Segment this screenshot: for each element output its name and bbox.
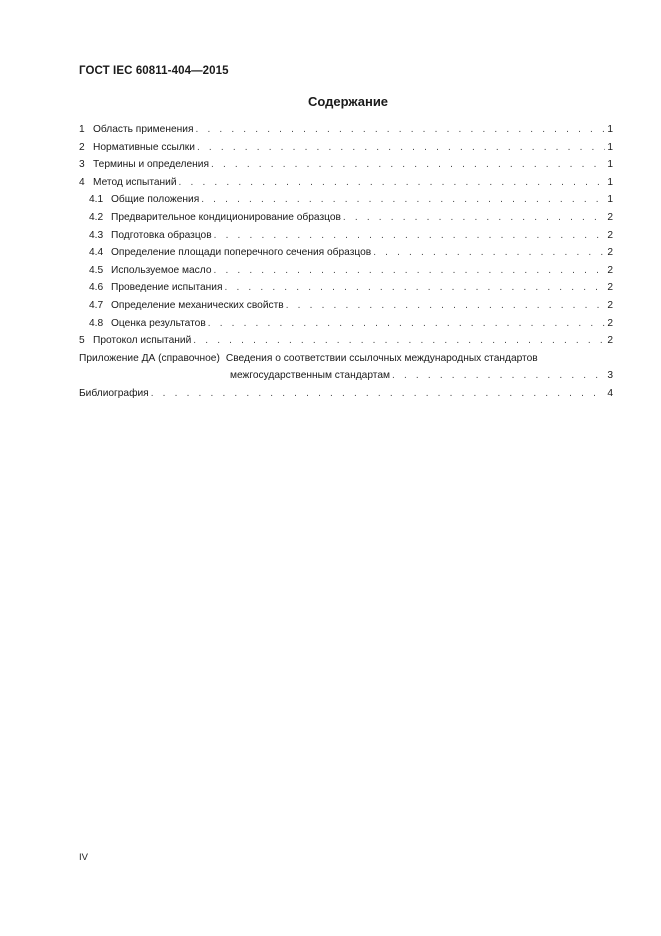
- toc-entry-label: Область применения: [93, 124, 194, 135]
- toc-entry-label: Библиография: [79, 387, 149, 399]
- dot-leader: [208, 315, 605, 333]
- toc-entry-3[interactable]: [79, 156, 613, 174]
- toc-entry-number: 4.1: [89, 194, 104, 206]
- toc-entry-number: 4: [79, 176, 85, 188]
- toc-entry-page: 2: [607, 211, 613, 223]
- toc-entry-page: 2: [607, 247, 613, 259]
- toc-entry-number: 4.3: [89, 229, 104, 241]
- toc-entry-page: 1: [607, 194, 613, 206]
- page-number: IV: [79, 852, 88, 863]
- toc-entry-5[interactable]: [79, 332, 613, 350]
- appendix-title-line1: Сведения о соответствии ссылочных международных стандартов: [225, 352, 538, 364]
- table-of-contents: [79, 121, 613, 403]
- toc-entry-label: Определение механических свойств: [111, 299, 284, 311]
- toc-entry-page: 1: [607, 141, 613, 153]
- toc-entry-label: Проведение испытания: [111, 282, 223, 294]
- dot-leader: [225, 279, 606, 297]
- toc-entry-page: 2: [607, 335, 613, 347]
- toc-entry-label: Термины и определения: [93, 159, 209, 171]
- toc-entry-bibliography[interactable]: [79, 385, 613, 403]
- dot-leader: [193, 332, 605, 350]
- dot-leader: [213, 262, 605, 280]
- toc-entry-page: 2: [607, 282, 613, 294]
- toc-entry-label: Определение площади поперечного сечения образцов: [111, 247, 372, 259]
- document-code: ГОСТ IEC 60811-404—2015: [79, 65, 229, 77]
- toc-entry-page: 1: [607, 124, 613, 135]
- dot-leader: [179, 174, 605, 192]
- dot-leader: [343, 209, 605, 227]
- toc-entry-4-2[interactable]: [79, 209, 613, 227]
- dot-leader: [373, 244, 605, 262]
- appendix-prefix: Приложение ДА (справочное): [79, 352, 220, 364]
- toc-entry-number: 1: [79, 124, 85, 135]
- toc-entry-label: Протокол испытаний: [93, 335, 192, 347]
- toc-entry-number: 4.4: [89, 247, 104, 259]
- toc-entry-number: 2: [79, 141, 85, 153]
- dot-leader: [286, 297, 605, 315]
- toc-entry-label: Оценка результатов: [111, 317, 206, 329]
- toc-entry-page: 1: [607, 176, 613, 188]
- toc-entry-4-4[interactable]: [79, 244, 613, 262]
- toc-entry-4-6[interactable]: [79, 279, 613, 297]
- dot-leader: [151, 385, 605, 403]
- toc-entry-appendix-da[interactable]: [79, 350, 613, 385]
- toc-entry-4-3[interactable]: [79, 227, 613, 245]
- appendix-second-line: [79, 367, 613, 385]
- toc-entry-page: 2: [607, 229, 613, 241]
- toc-entry-page: 2: [607, 317, 613, 329]
- toc-entry-number: 3: [79, 159, 85, 171]
- toc-entry-4[interactable]: [79, 174, 613, 192]
- toc-entry-number: 4.2: [89, 211, 104, 223]
- toc-entry-number: 4.5: [89, 264, 104, 276]
- toc-entry-page: 3: [607, 370, 613, 382]
- dot-leader: [195, 121, 605, 139]
- dot-leader: [392, 367, 605, 385]
- toc-entry-number: 4.7: [89, 299, 104, 311]
- toc-entry-label: Предварительное кондиционирование образцов: [111, 211, 341, 223]
- toc-entry-1[interactable]: [79, 121, 613, 139]
- toc-entry-label: Используемое масло: [111, 264, 212, 276]
- toc-entry-page: 2: [607, 264, 613, 276]
- toc-entry-4-7[interactable]: [79, 297, 613, 315]
- appendix-title-line2: межгосударственным стандартам: [230, 370, 390, 382]
- toc-entry-page: 2: [607, 299, 613, 311]
- toc-entry-number: 4.8: [89, 317, 104, 329]
- toc-entry-number: 5: [79, 335, 85, 347]
- toc-entry-2[interactable]: [79, 139, 613, 157]
- toc-entry-label: Нормативные ссылки: [93, 141, 195, 153]
- toc-entry-label: Общие положения: [111, 194, 200, 206]
- appendix-first-line: [79, 350, 613, 368]
- dot-leader: [211, 156, 605, 174]
- toc-entry-4-5[interactable]: [79, 262, 613, 280]
- toc-entry-page: 1: [607, 159, 613, 171]
- toc-entry-4-1[interactable]: [79, 191, 613, 209]
- dot-leader: [197, 139, 605, 157]
- toc-entry-page: 4: [607, 387, 613, 399]
- toc-title: Содержание: [307, 94, 389, 109]
- dot-leader: [214, 227, 605, 245]
- toc-entry-4-8[interactable]: [79, 315, 613, 333]
- dot-leader: [201, 191, 605, 209]
- toc-entry-number: 4.6: [89, 282, 104, 294]
- toc-entry-label: Подготовка образцов: [111, 229, 212, 241]
- toc-entry-label: Метод испытаний: [93, 176, 177, 188]
